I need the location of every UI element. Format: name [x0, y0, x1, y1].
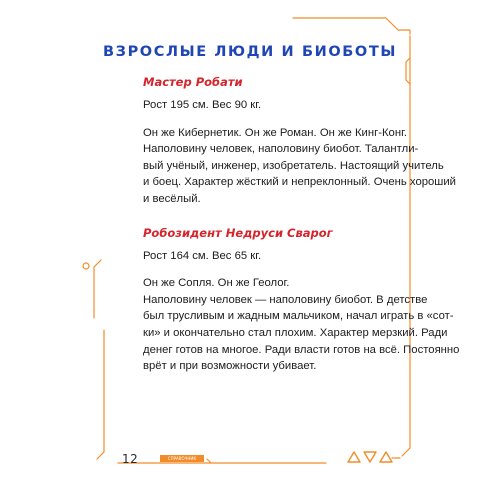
description-line: вый учёный, инженер, изобретатель. Настоящий учитель	[143, 159, 444, 172]
frame-left-edge	[97, 330, 104, 459]
character-name: Робозидент Недруси Сварог	[143, 225, 333, 240]
character-list	[143, 75, 460, 375]
description-line: был трусливым и жадным мальчиком, начал играть в «сот-	[143, 310, 454, 323]
page-number: 12	[122, 452, 139, 466]
description-line: денег готов на многое. Ради власти готов на всё. Постоянно	[143, 343, 460, 356]
character-stats: Рост 195 см. Вес 90 кг.	[143, 99, 262, 111]
frame-left-bracket	[94, 260, 101, 318]
character-description	[143, 125, 456, 208]
character-description	[143, 275, 460, 375]
character-stats: Рост 164 см. Вес 65 кг.	[143, 249, 262, 262]
character-entry	[143, 225, 460, 375]
character-name: Мастер Робати	[143, 75, 243, 89]
description-line: Он же Кибернетик. Он же Роман. Он же Кинг-Конг.	[143, 126, 407, 139]
description-line: Наполовину человек — наполовину биобот. В детстве	[143, 293, 428, 306]
description-line: и боец. Характер жёсткий и непреклонный. Очень хороший	[143, 176, 456, 189]
page-heading: ВЗРОСЛЫЕ ЛЮДИ И БИОБОТЫ	[103, 44, 397, 60]
frame-top-right-corner	[293, 18, 410, 34]
description-line: врёт и при возможности убивает.	[143, 360, 317, 373]
description-line: Он же Сопля. Он же Геолог.	[143, 277, 290, 290]
description-line: и весёлый.	[143, 192, 201, 205]
character-entry	[143, 75, 456, 208]
footer-label: СПРАВОЧНИК	[160, 455, 204, 462]
description-line: ки» и окончательно стал плохим. Характер мерзкий. Ради	[143, 326, 448, 339]
triangle-ornament	[348, 452, 392, 462]
frame-left-circle	[83, 263, 89, 269]
description-line: Наполовину человек, наполовину биобот. Талантли-	[143, 143, 419, 156]
